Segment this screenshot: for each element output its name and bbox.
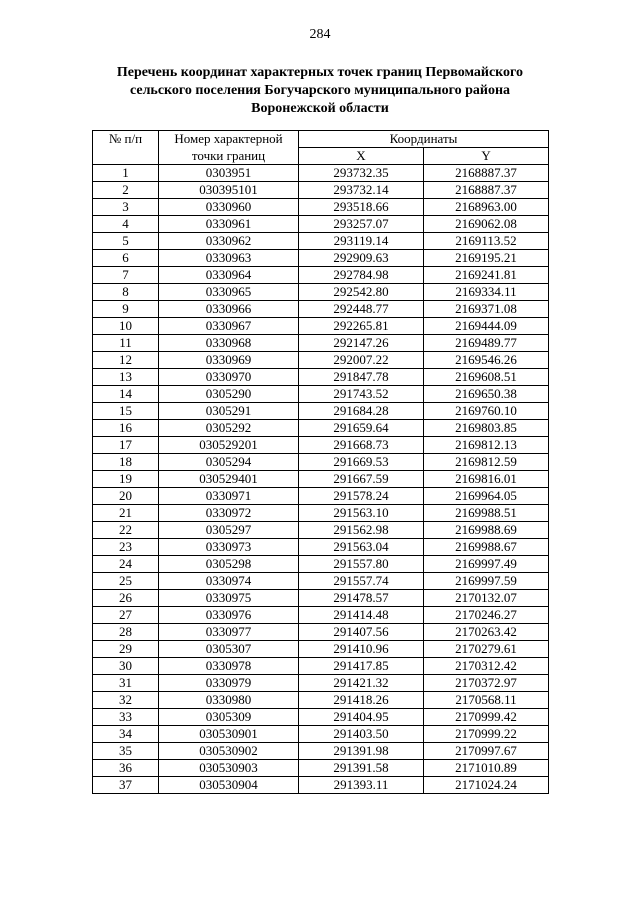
cell-x: 291563.04 [299,539,424,556]
cell-row-number: 24 [93,556,159,573]
table-row [93,760,549,777]
table-row [93,709,549,726]
cell-row-number: 4 [93,216,159,233]
cell-point-number: 0330974 [159,573,299,590]
cell-y: 2169650.38 [424,386,549,403]
cell-row-number: 26 [93,590,159,607]
table-row [93,267,549,284]
table-row [93,743,549,760]
cell-x: 291563.10 [299,505,424,522]
cell-row-number: 22 [93,522,159,539]
cell-row-number: 9 [93,301,159,318]
table-row [93,658,549,675]
cell-point-number: 0303951 [159,165,299,182]
title-line-1: Перечень координат характерных точек границ Первомайского [116,65,524,80]
cell-x: 291418.26 [299,692,424,709]
cell-y: 2169812.59 [424,454,549,471]
table-row [93,726,549,743]
cell-point-number: 0330978 [159,658,299,675]
title-line-3: Воронежской области [251,101,389,116]
cell-row-number: 14 [93,386,159,403]
cell-point-number: 0330962 [159,233,299,250]
cell-y: 2169444.09 [424,318,549,335]
cell-x: 291410.96 [299,641,424,658]
cell-x: 291393.11 [299,777,424,794]
header-row-number: № п/п [93,131,159,165]
table-row [93,624,549,641]
cell-y: 2169988.67 [424,539,549,556]
cell-x: 292542.80 [299,284,424,301]
cell-y: 2171024.24 [424,777,549,794]
cell-y: 2169371.08 [424,301,549,318]
cell-y: 2169816.01 [424,471,549,488]
table-row [93,199,549,216]
table-row [93,233,549,250]
table-row [93,607,549,624]
cell-point-number: 0330972 [159,505,299,522]
cell-row-number: 10 [93,318,159,335]
cell-point-number: 0330970 [159,369,299,386]
cell-row-number: 19 [93,471,159,488]
cell-row-number: 30 [93,658,159,675]
cell-y: 2169241.81 [424,267,549,284]
cell-point-number: 0305292 [159,420,299,437]
cell-point-number: 030529201 [159,437,299,454]
cell-point-number: 0330966 [159,301,299,318]
cell-row-number: 32 [93,692,159,709]
cell-point-number: 030530902 [159,743,299,760]
cell-row-number: 28 [93,624,159,641]
cell-point-number: 0330960 [159,199,299,216]
cell-y: 2170132.07 [424,590,549,607]
table-row [93,182,549,199]
cell-point-number: 0305291 [159,403,299,420]
cell-point-number: 0330975 [159,590,299,607]
cell-x: 291659.64 [299,420,424,437]
cell-x: 291421.32 [299,675,424,692]
cell-x: 291684.28 [299,403,424,420]
page-number: 284 [309,27,331,42]
table-row [93,777,549,794]
cell-y: 2170312.42 [424,658,549,675]
cell-x: 291667.59 [299,471,424,488]
cell-x: 291743.52 [299,386,424,403]
table-row [93,318,549,335]
cell-point-number: 0305297 [159,522,299,539]
cell-x: 292265.81 [299,318,424,335]
cell-row-number: 35 [93,743,159,760]
cell-y: 2171010.89 [424,760,549,777]
cell-y: 2169988.69 [424,522,549,539]
cell-point-number: 0330961 [159,216,299,233]
cell-point-number: 030529401 [159,471,299,488]
cell-row-number: 12 [93,352,159,369]
cell-row-number: 31 [93,675,159,692]
cell-point-number: 0330963 [159,250,299,267]
cell-row-number: 15 [93,403,159,420]
table-row [93,369,549,386]
coordinates-table [92,130,549,794]
table-row [93,352,549,369]
table-row [93,675,549,692]
cell-y: 2169964.05 [424,488,549,505]
table-row [93,539,549,556]
cell-x: 291407.56 [299,624,424,641]
cell-x: 292909.63 [299,250,424,267]
cell-y: 2169988.51 [424,505,549,522]
cell-row-number: 25 [93,573,159,590]
cell-y: 2169997.59 [424,573,549,590]
cell-row-number: 1 [93,165,159,182]
table-header [93,131,549,165]
document-title [60,64,580,118]
cell-row-number: 17 [93,437,159,454]
cell-y: 2169760.10 [424,403,549,420]
cell-x: 292147.26 [299,335,424,352]
table-row [93,301,549,318]
table-row [93,556,549,573]
cell-point-number: 0330964 [159,267,299,284]
header-point-number-line-1: Номер характерной [159,131,299,148]
cell-point-number: 030530903 [159,760,299,777]
cell-y: 2170246.27 [424,607,549,624]
table-row [93,284,549,301]
cell-point-number: 0305290 [159,386,299,403]
cell-point-number: 030530901 [159,726,299,743]
cell-row-number: 6 [93,250,159,267]
cell-x: 291668.73 [299,437,424,454]
table-row [93,488,549,505]
cell-point-number: 030395101 [159,182,299,199]
cell-x: 291404.95 [299,709,424,726]
cell-row-number: 21 [93,505,159,522]
header-x: X [299,148,424,165]
cell-x: 291391.58 [299,760,424,777]
table-row [93,692,549,709]
table-row [93,335,549,352]
cell-point-number: 0330973 [159,539,299,556]
cell-x: 291417.85 [299,658,424,675]
cell-x: 293257.07 [299,216,424,233]
table-row [93,641,549,658]
cell-point-number: 0330980 [159,692,299,709]
cell-point-number: 0330969 [159,352,299,369]
cell-x: 292007.22 [299,352,424,369]
cell-point-number: 0305307 [159,641,299,658]
table-body [93,165,549,794]
cell-y: 2169113.52 [424,233,549,250]
cell-y: 2169334.11 [424,284,549,301]
cell-x: 291557.74 [299,573,424,590]
cell-row-number: 36 [93,760,159,777]
cell-y: 2170999.42 [424,709,549,726]
cell-row-number: 20 [93,488,159,505]
cell-row-number: 27 [93,607,159,624]
cell-point-number: 0305298 [159,556,299,573]
table-row [93,403,549,420]
cell-point-number: 030530904 [159,777,299,794]
cell-row-number: 8 [93,284,159,301]
cell-row-number: 33 [93,709,159,726]
cell-y: 2169803.85 [424,420,549,437]
cell-point-number: 0330968 [159,335,299,352]
cell-row-number: 37 [93,777,159,794]
cell-x: 291391.98 [299,743,424,760]
cell-point-number: 0330965 [159,284,299,301]
title-line-2: сельского поселения Богучарского муниципального района [129,83,511,98]
cell-row-number: 7 [93,267,159,284]
cell-y: 2169546.26 [424,352,549,369]
cell-row-number: 16 [93,420,159,437]
cell-y: 2169997.49 [424,556,549,573]
cell-y: 2169812.13 [424,437,549,454]
cell-x: 291562.98 [299,522,424,539]
cell-x: 293732.35 [299,165,424,182]
header-y: Y [424,148,549,165]
cell-x: 293518.66 [299,199,424,216]
cell-row-number: 18 [93,454,159,471]
table-row [93,505,549,522]
table-row [93,386,549,403]
cell-point-number: 0305294 [159,454,299,471]
cell-row-number: 23 [93,539,159,556]
header-point-number-line-2: точки границ [159,148,299,165]
table-row [93,420,549,437]
cell-x: 291478.57 [299,590,424,607]
cell-point-number: 0330967 [159,318,299,335]
cell-x: 291847.78 [299,369,424,386]
cell-y: 2170999.22 [424,726,549,743]
table-row [93,471,549,488]
cell-row-number: 5 [93,233,159,250]
cell-y: 2169489.77 [424,335,549,352]
cell-y: 2170279.61 [424,641,549,658]
table-row [93,250,549,267]
cell-y: 2169062.08 [424,216,549,233]
cell-y: 2168887.37 [424,165,549,182]
cell-row-number: 2 [93,182,159,199]
cell-y: 2169608.51 [424,369,549,386]
table-row [93,573,549,590]
cell-x: 291578.24 [299,488,424,505]
cell-x: 291403.50 [299,726,424,743]
cell-row-number: 13 [93,369,159,386]
cell-y: 2170568.11 [424,692,549,709]
table-row [93,165,549,182]
cell-row-number: 3 [93,199,159,216]
cell-y: 2170263.42 [424,624,549,641]
cell-point-number: 0305309 [159,709,299,726]
cell-row-number: 34 [93,726,159,743]
table-row [93,590,549,607]
cell-x: 292784.98 [299,267,424,284]
table-row [93,216,549,233]
cell-point-number: 0330976 [159,607,299,624]
cell-x: 292448.77 [299,301,424,318]
table-row [93,522,549,539]
table-row [93,454,549,471]
cell-x: 291414.48 [299,607,424,624]
cell-y: 2168963.00 [424,199,549,216]
cell-y: 2168887.37 [424,182,549,199]
cell-y: 2170372.97 [424,675,549,692]
cell-row-number: 29 [93,641,159,658]
cell-x: 293732.14 [299,182,424,199]
cell-row-number: 11 [93,335,159,352]
cell-x: 291557.80 [299,556,424,573]
cell-x: 291669.53 [299,454,424,471]
cell-point-number: 0330979 [159,675,299,692]
header-coordinates: Координаты [299,131,549,148]
cell-y: 2169195.21 [424,250,549,267]
cell-x: 293119.14 [299,233,424,250]
cell-point-number: 0330977 [159,624,299,641]
table-row [93,437,549,454]
cell-y: 2170997.67 [424,743,549,760]
cell-point-number: 0330971 [159,488,299,505]
